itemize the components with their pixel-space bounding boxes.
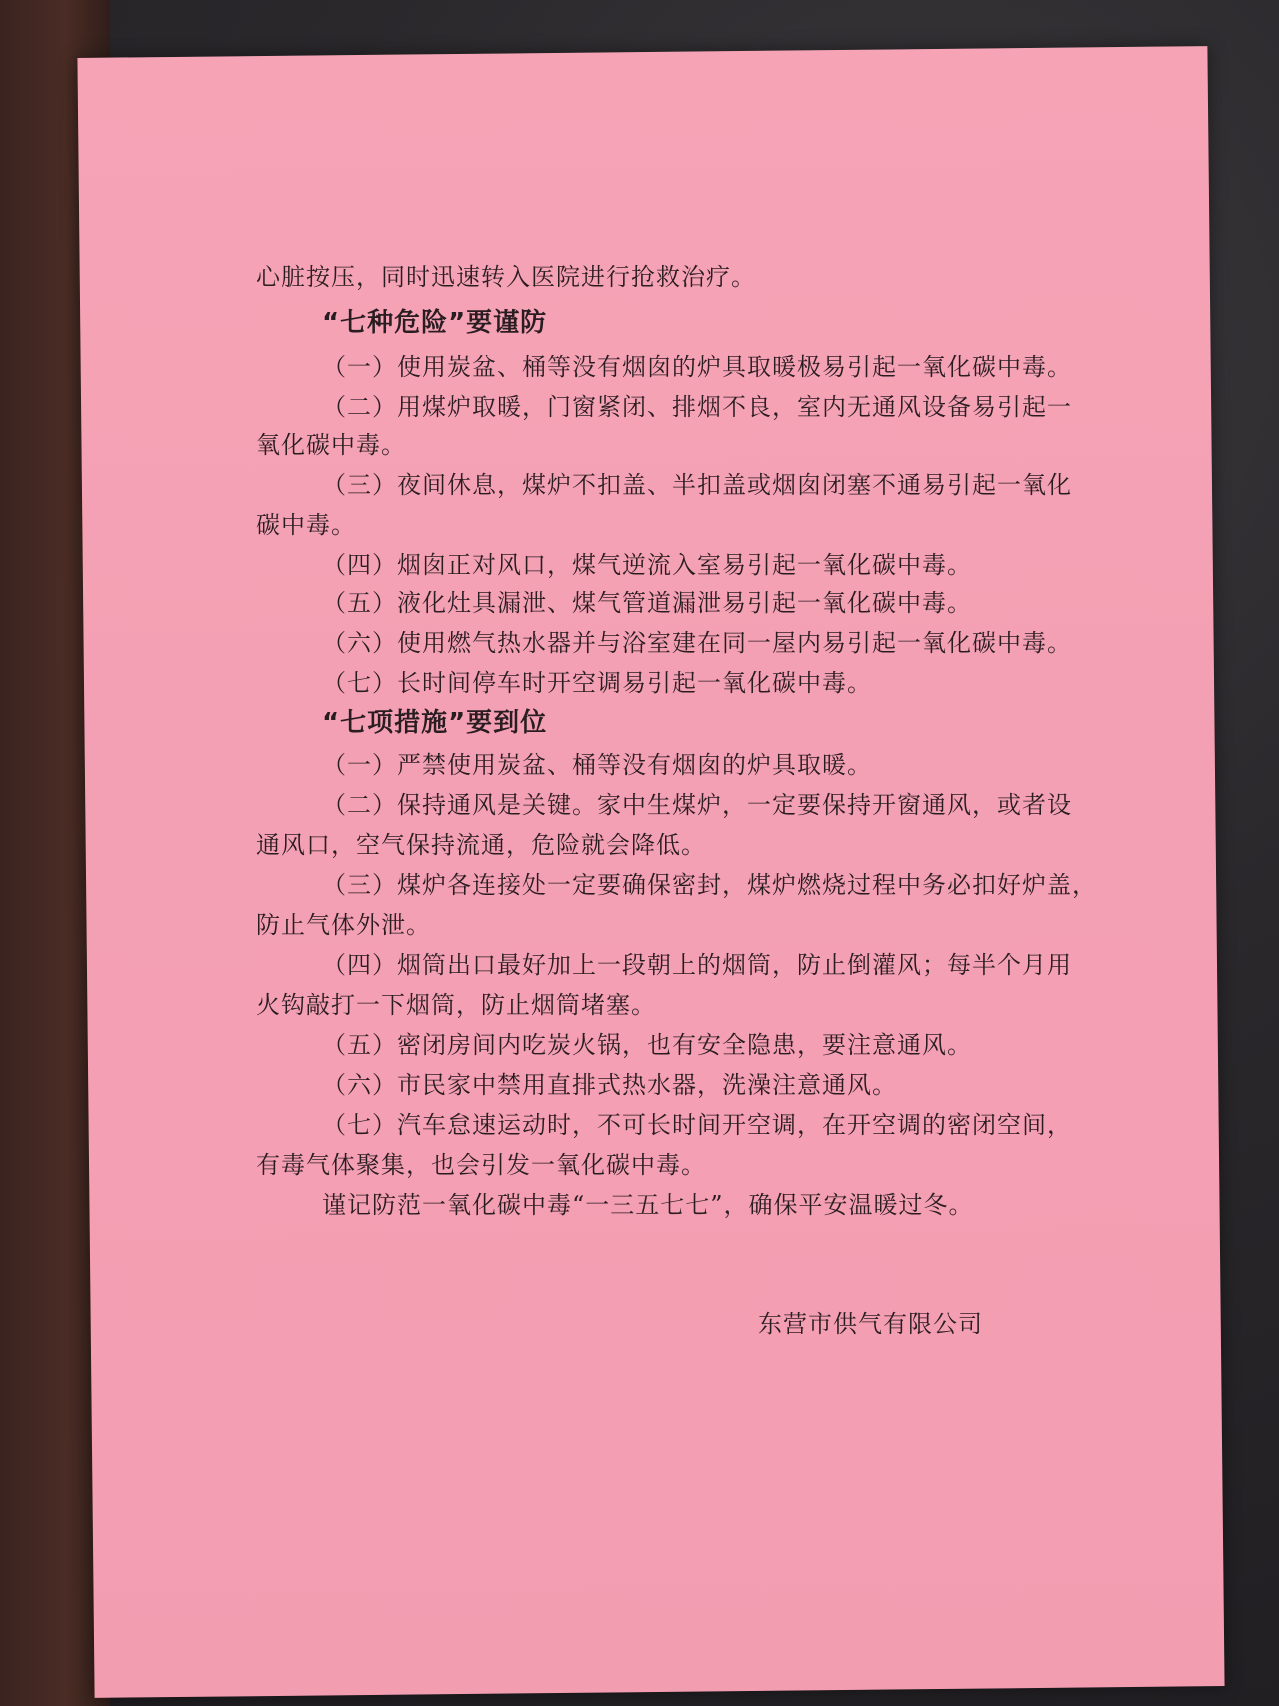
text-line: （三）煤炉各连接处一定要确保密封，煤炉燃烧过程中务必扣好炉盖， xyxy=(322,871,1097,899)
text-line: （一）严禁使用炭盆、桶等没有烟囱的炉具取暖。 xyxy=(322,751,872,779)
text-line: （五）密闭房间内吃炭火锅，也有安全隐患，要注意通风。 xyxy=(322,1031,972,1059)
text-line: （七）汽车怠速运动时，不可长时间开空调，在开空调的密闭空间， xyxy=(322,1111,1072,1139)
text-line: （二）用煤炉取暖，门窗紧闭、排烟不良，室内无通风设备易引起一 xyxy=(322,393,1072,421)
text-line: （三）夜间休息，煤炉不扣盖、半扣盖或烟囱闭塞不通易引起一氧化 xyxy=(322,471,1072,499)
section-heading-dangers: “七种危险”要谨防 xyxy=(322,308,548,338)
text-line: 火钩敲打一下烟筒，防止烟筒堵塞。 xyxy=(256,991,656,1019)
text-line: （一）使用炭盆、桶等没有烟囱的炉具取暖极易引起一氧化碳中毒。 xyxy=(322,353,1072,381)
text-line: （二）保持通风是关键。家中生煤炉，一定要保持开窗通风，或者设 xyxy=(322,791,1072,819)
text-line: 防止气体外泄。 xyxy=(256,911,431,939)
text-line: （六）市民家中禁用直排式热水器，洗澡注意通风。 xyxy=(322,1071,897,1099)
text-line: 氧化碳中毒。 xyxy=(256,431,406,459)
text-line: （四）烟筒出口最好加上一段朝上的烟筒，防止倒灌风；每半个月用 xyxy=(322,951,1072,979)
text-line: 碳中毒。 xyxy=(256,511,356,539)
text-line: 心脏按压，同时迅速转入医院进行抢救治疗。 xyxy=(256,263,756,291)
closing-line: 谨记防范一氧化碳中毒“一三五七七”，确保平安温暖过冬。 xyxy=(322,1191,974,1219)
text-line: 通风口，空气保持流通，危险就会降低。 xyxy=(256,831,706,859)
text-line: （七）长时间停车时开空调易引起一氧化碳中毒。 xyxy=(322,669,872,697)
section-heading-measures: “七项措施”要到位 xyxy=(322,708,548,738)
text-line: 有毒气体聚集，也会引发一氧化碳中毒。 xyxy=(256,1151,706,1179)
company-signature: 东营市供气有限公司 xyxy=(758,1310,983,1338)
text-line: （六）使用燃气热水器并与浴室建在同一屋内易引起一氧化碳中毒。 xyxy=(322,629,1072,657)
text-line: （五）液化灶具漏泄、煤气管道漏泄易引起一氧化碳中毒。 xyxy=(322,589,972,617)
text-line: （四）烟囱正对风口，煤气逆流入室易引起一氧化碳中毒。 xyxy=(322,551,972,579)
